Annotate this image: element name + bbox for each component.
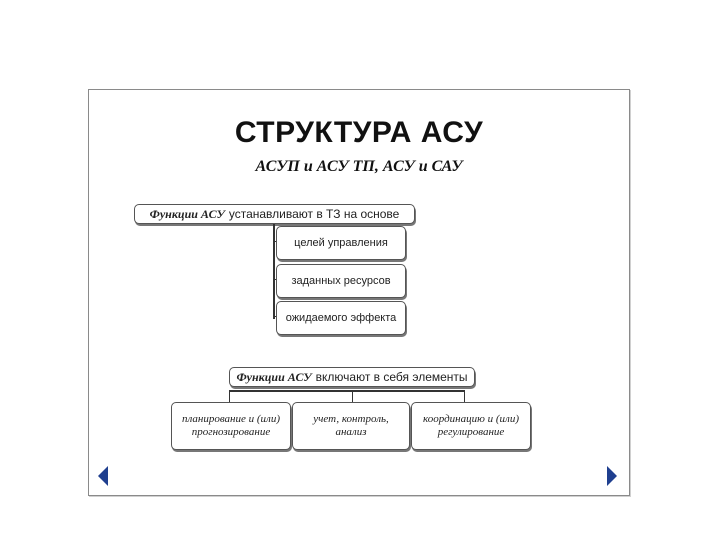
functions-elements-header xyxy=(229,367,475,387)
slide-title: СТРУКТУРА АСУ xyxy=(234,116,484,149)
functions-basis-header xyxy=(134,204,415,224)
basis-item-goals: целей управления xyxy=(276,226,406,260)
basis-item-resources: заданных ресурсов xyxy=(276,264,406,298)
connector-drop xyxy=(352,390,353,402)
functions-label: Функции АСУ xyxy=(149,206,225,221)
functions-label: Функции АСУ xyxy=(236,369,312,384)
connector-drop xyxy=(464,390,465,402)
prev-slide-button[interactable] xyxy=(98,466,108,486)
next-slide-button[interactable] xyxy=(607,466,617,486)
slide-subtitle: АСУП и АСУ ТП, АСУ и САУ xyxy=(255,158,463,175)
functions-elements-text: включают в себя элементы xyxy=(315,370,468,384)
slide xyxy=(88,89,630,496)
connector-vertical xyxy=(273,224,275,319)
element-planning: планирование и (или) прогнозирование xyxy=(171,402,291,450)
element-accounting: учет, контроль, анализ xyxy=(292,402,410,450)
connector-drop xyxy=(229,390,230,402)
element-coordination: координацию и (или) регулирование xyxy=(411,402,531,450)
connector-horizontal xyxy=(229,390,465,392)
functions-basis-text: устанавливают в ТЗ на основе xyxy=(228,207,400,221)
basis-item-effect: ожидаемого эффекта xyxy=(276,301,406,335)
